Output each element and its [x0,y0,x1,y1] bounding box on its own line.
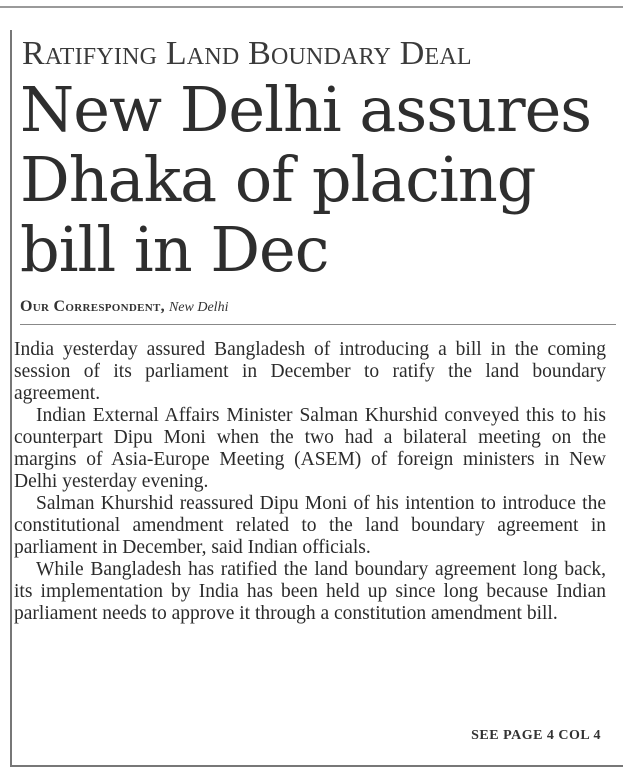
paragraph: Salman Khurshid reassured Dipu Moni of his intention to introduce the constitutional amendment related to the land boundary agreement in parliament in December, said Indian officials. [14,493,606,558]
byline-rule [20,324,616,325]
continuation-note: SEE PAGE 4 COL 4 [471,728,601,743]
bottom-rule [10,765,623,767]
article-body [14,339,606,625]
paragraph: Indian External Affairs Minister Salman Khurshid conveyed this to his counterpart Dipu Moni when the two had a bilateral meeting on the margins of Asia-Europe Meeting (ASEM) of foreign ministers in New Delhi yesterday evening. [14,405,606,492]
byline-name: Our Correspondent, [20,298,165,315]
byline-place: New Delhi [168,300,229,315]
kicker: Ratifying Land Boundary Deal [22,35,472,72]
column-rule [10,30,12,765]
paragraph: India yesterday assured Bangladesh of introducing a bill in the coming session of its parliament in December to ratify the land boundary agreement. [14,339,606,404]
headline: New Delhi assures Dhaka of placing bill in Dec [20,73,592,286]
byline [20,298,228,316]
top-rule [0,6,623,8]
paragraph: While Bangladesh has ratified the land boundary agreement long back, its implementation by India has been held up since long because Indian parliament needs to approve it through a constitution amendment bill. [14,559,606,624]
